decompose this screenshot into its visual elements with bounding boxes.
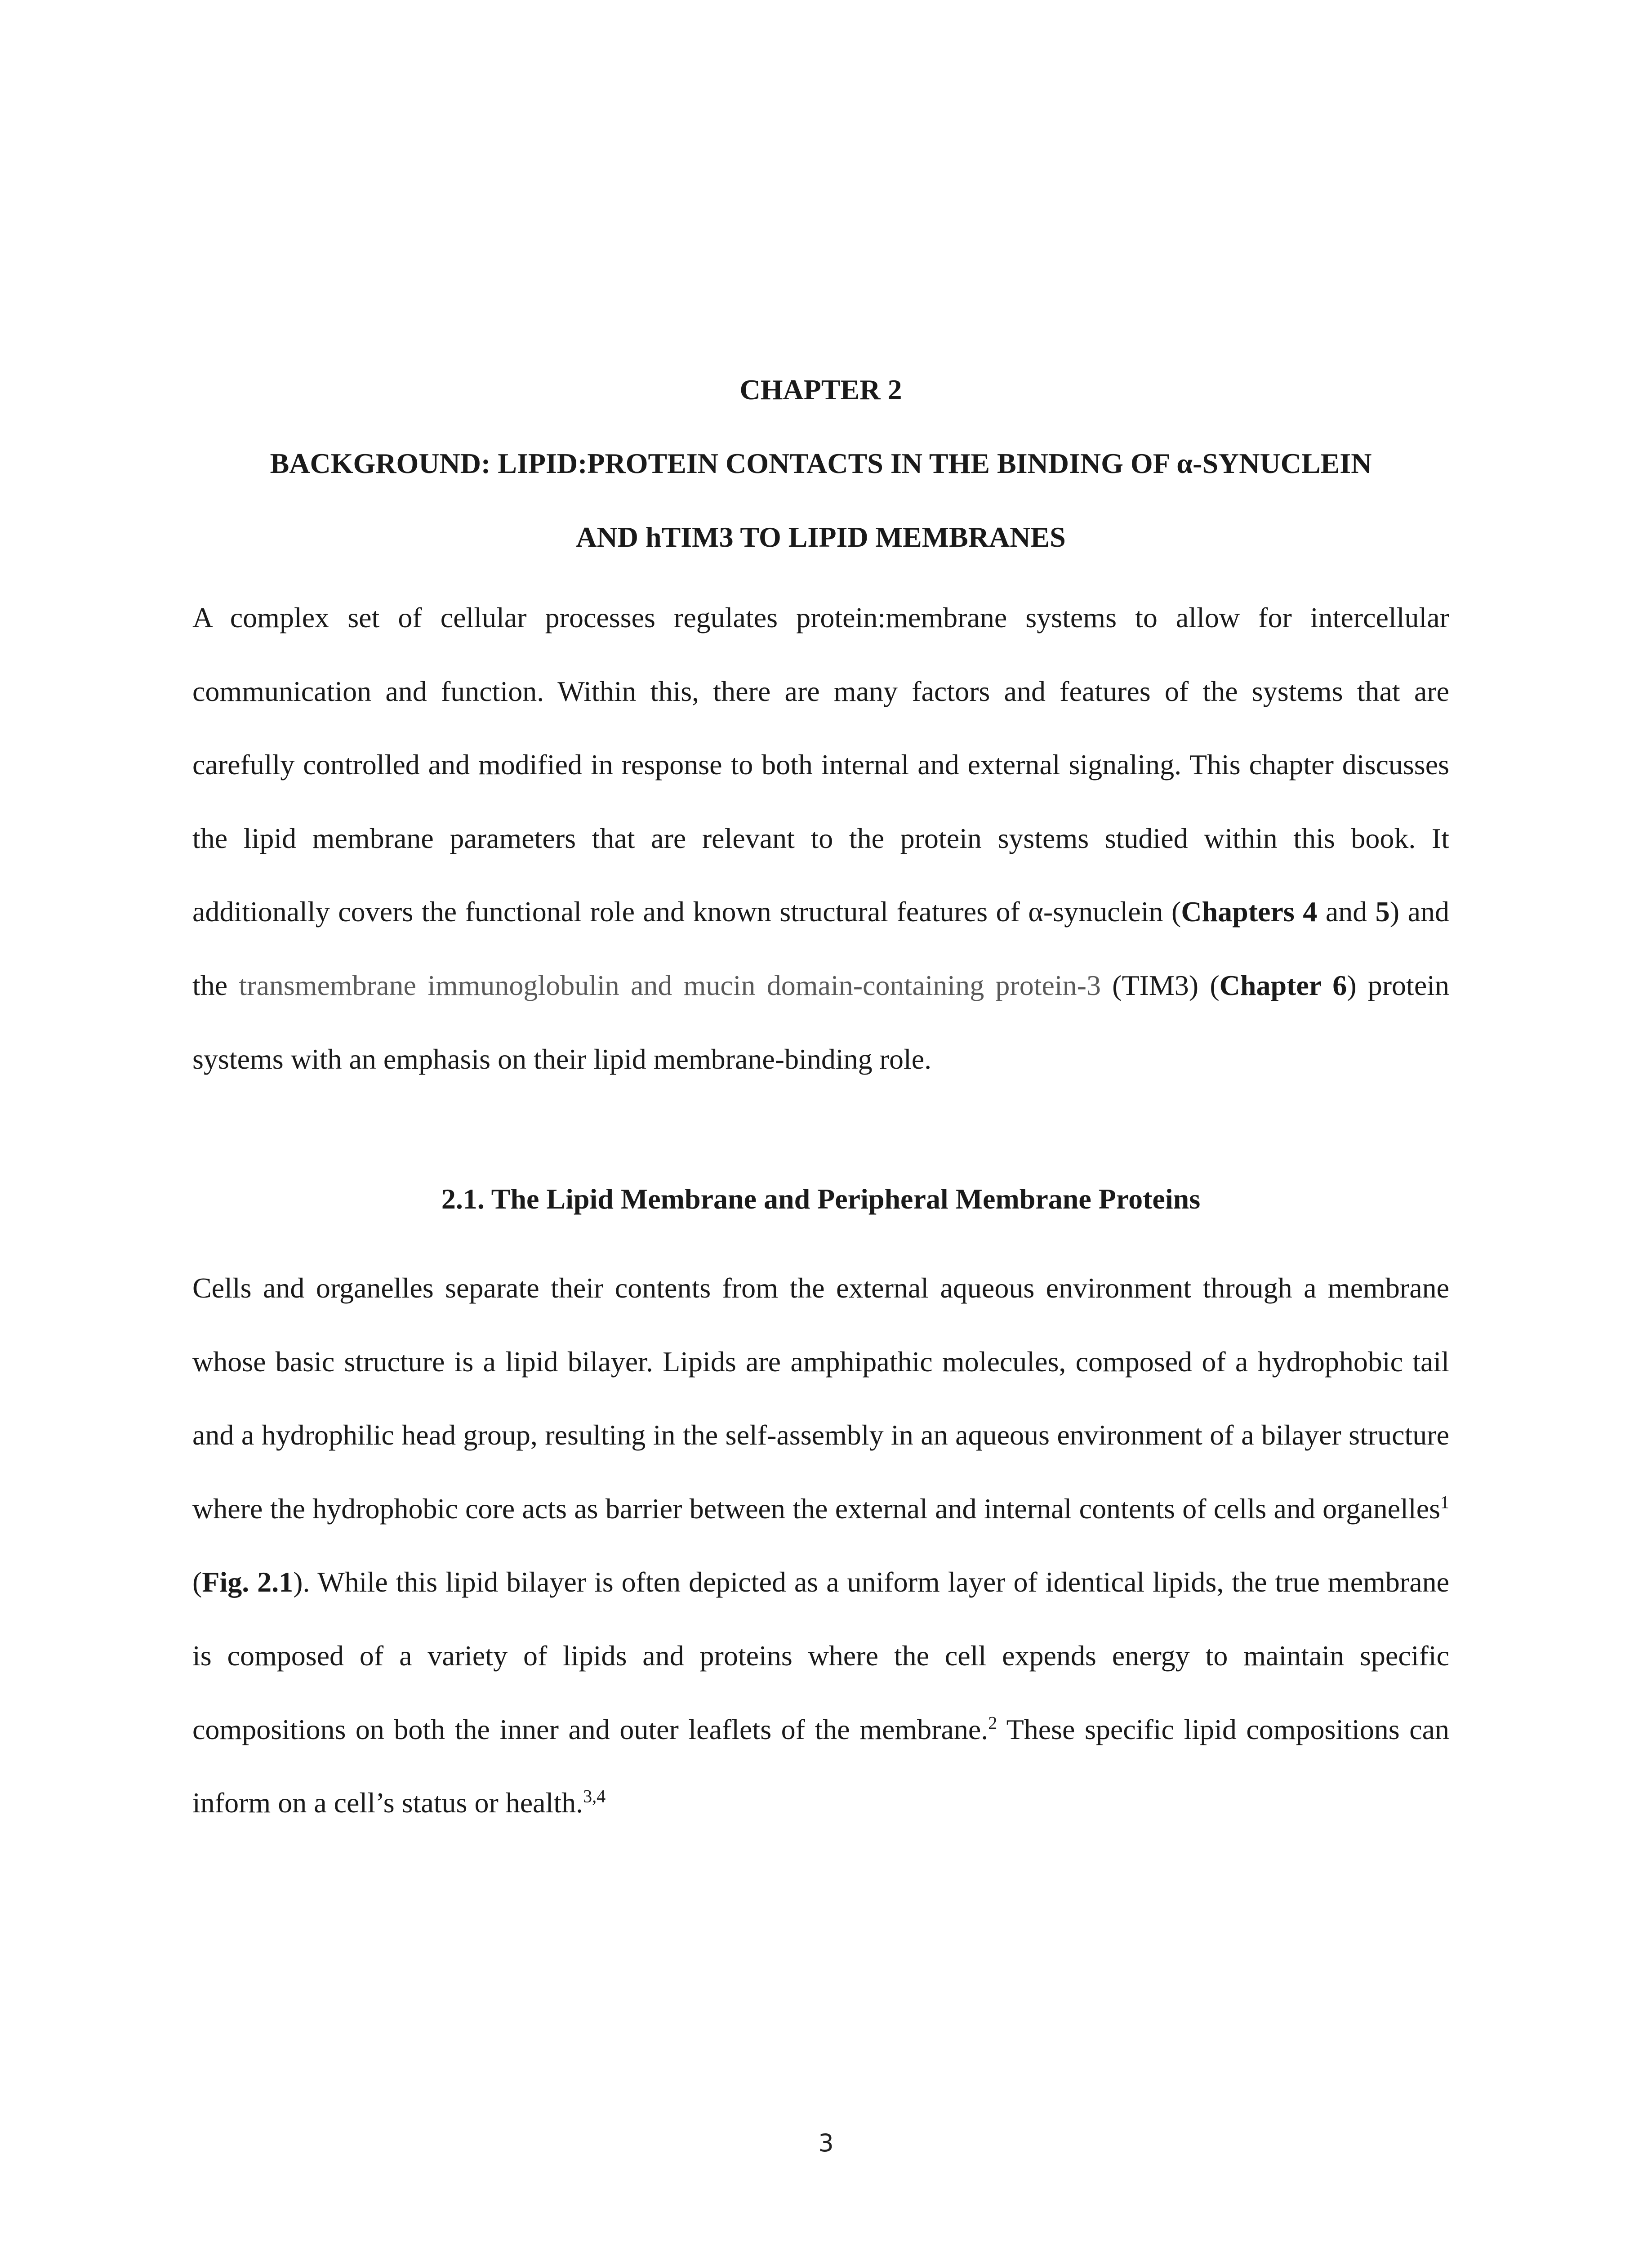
citation-3-4: 3,4 — [583, 1786, 606, 1806]
chapter-title-line-2: AND hTIM3 TO LIPID MEMBRANES — [576, 521, 1066, 553]
intro-text-3: (TIM3) ( — [1100, 969, 1220, 1001]
section-heading: 2.1. The Lipid Membrane and Peripheral Membrane Proteins — [441, 1183, 1201, 1215]
section-text-3: ). While this lipid bilayer is often depicted as a uniform layer of identical lipids, the true membrane is composed of a variety of lipids and proteins where the cell expends energy to maintain specific compositions on both the inner and outer leaflets of the membrane. — [192, 1566, 1450, 1745]
citation-2: 2 — [988, 1713, 997, 1733]
section-paragraph — [192, 1251, 1449, 1840]
section-text-2: ( — [192, 1566, 202, 1598]
intro-paragraph — [192, 581, 1449, 1096]
intro-and: and — [1317, 896, 1376, 928]
chapter-title-line-1: BACKGROUND: LIPID:PROTEIN CONTACTS IN THE BINDING OF α-SYNUCLEIN — [270, 447, 1372, 479]
intro-text-2: ) and the — [192, 896, 1450, 1001]
intro-text-1: A complex set of cellular processes regulates protein:membrane systems to allow for intercellular communication and function. Within this, there are many factors and features of the systems that are carefully controlled and modified in response to both internal and external signaling. This chapter discusses the lipid membrane parameters that are relevant to the protein systems studied within this book. It additionally covers the functional role and known structural features of α-synuclein ( — [192, 602, 1449, 928]
figure-reference: Fig. 2.1 — [202, 1566, 294, 1598]
section-text-4: These specific lipid compositions can inform on a cell’s status or health. — [192, 1713, 1450, 1819]
chapter-label: CHAPTER 2 — [739, 374, 902, 406]
chapter-4-reference: Chapters 4 — [1181, 896, 1318, 928]
tim3-full-name: transmembrane immunoglobulin and mucin domain-containing protein-3 — [239, 969, 1101, 1001]
section-text-1: Cells and organelles separate their contents from the external aqueous environment through a membrane whose basic structure is a lipid bilayer. Lipids are amphipathic molecules, composed of a hydrophobic tail and a hydrophilic head group, resulting in the self-assembly in an aqueous environment of a bilayer structure where the hydrophobic core acts as barrier between the external and internal contents of cells and organelles — [192, 1272, 1449, 1525]
citation-1: 1 — [1440, 1492, 1449, 1512]
chapter-5-reference: 5 — [1375, 896, 1390, 928]
intro-text-4: ) protein systems with an emphasis on their lipid membrane-binding role. — [192, 969, 1450, 1075]
chapter-6-reference: Chapter 6 — [1219, 969, 1347, 1001]
page-number: 3 — [818, 2129, 834, 2157]
